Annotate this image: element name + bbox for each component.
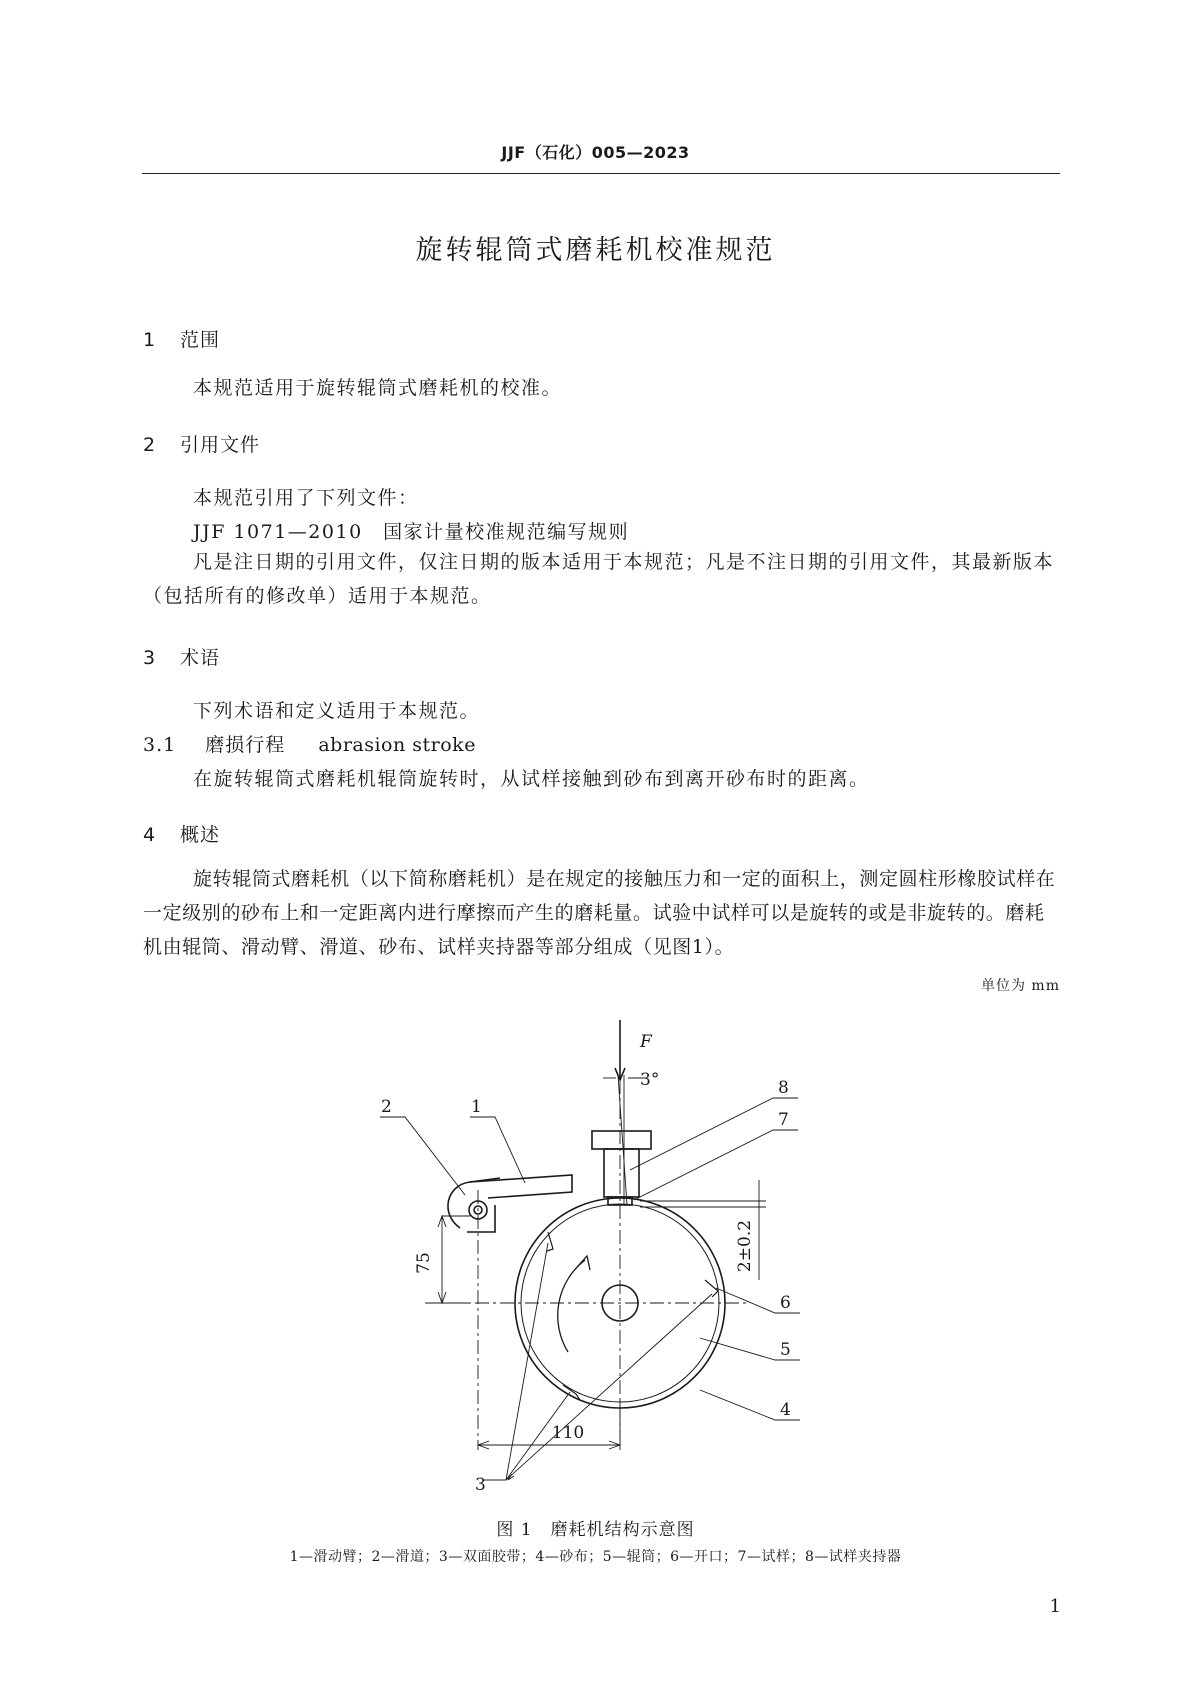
angle-line — [618, 1075, 627, 1205]
sample-holder-body — [604, 1149, 639, 1197]
term-chinese: 磨损行程 — [205, 734, 286, 756]
terms-intro: 下列术语和定义适用于本规范。 — [193, 700, 481, 722]
figure-legend: 1—滑动臂；2—滑道；3—双面胶带；4—砂布；5—辊筒；6—开口；7—试样；8—试样夹持器 — [289, 1549, 902, 1565]
term-number: 3.1 — [143, 734, 177, 756]
leader-8 — [630, 1098, 798, 1170]
section-number: 2 — [143, 434, 157, 456]
document-code-header: JJF（石化）005—2023 — [501, 143, 690, 162]
term-definition: 在旋转辊筒式磨耗机辊筒旋转时，从试样接触到砂布到离开砂布时的距离。 — [193, 768, 870, 790]
leader-7 — [634, 1130, 798, 1200]
angle-label: 3° — [640, 1070, 660, 1090]
figure-caption: 图 1 磨耗机结构示意图 — [496, 1520, 695, 1540]
part-label-8: 8 — [778, 1078, 789, 1098]
part-label-6: 6 — [780, 1293, 791, 1313]
unit-note: 单位为 mm — [980, 978, 1060, 994]
dim-75-label: 75 — [414, 1252, 434, 1274]
document-title: 旋转辊筒式磨耗机校准规范 — [415, 235, 776, 266]
reference-item: JJF 1071—2010 国家计量校准规范编写规则 — [193, 521, 630, 543]
dim-110-label: 110 — [551, 1423, 585, 1443]
leader-1 — [470, 1117, 525, 1183]
part-label-2: 2 — [381, 1097, 392, 1117]
part-label-4: 4 — [780, 1400, 791, 1420]
section-number: 4 — [143, 824, 157, 846]
part-label-1: 1 — [471, 1097, 482, 1117]
sliding-arm — [470, 1175, 572, 1198]
slide-track — [448, 1178, 500, 1228]
rotation-arrowhead — [578, 1256, 590, 1270]
scope-paragraph: 本规范适用于旋转辊筒式磨耗机的校准。 — [193, 377, 563, 399]
section-title: 术语 — [180, 647, 221, 669]
sample-holder-cap — [592, 1131, 651, 1149]
section-number: 3 — [143, 647, 157, 669]
part-label-3: 3 — [475, 1475, 486, 1495]
force-label: F — [640, 1032, 652, 1052]
references-note: 凡是注日期的引用文件，仅注日期的版本适用于本规范；凡是不注日期的引用文件，其最新版本（包括所有的修改单）适用于本规范。 — [143, 551, 1055, 607]
dim-gap-label: 2±0.2 — [735, 1219, 755, 1273]
rotation-arc — [558, 1260, 585, 1352]
section-number: 1 — [143, 329, 157, 351]
part-label-5: 5 — [780, 1340, 791, 1360]
section-title: 引用文件 — [180, 434, 261, 456]
section-title: 概述 — [180, 824, 221, 846]
part-label-7: 7 — [778, 1110, 789, 1130]
term-english: abrasion stroke — [318, 734, 476, 756]
leader-2 — [380, 1117, 465, 1195]
references-intro: 本规范引用了下列文件： — [193, 487, 419, 509]
page-number: 1 — [1049, 1596, 1061, 1617]
overview-paragraph: 旋转辊筒式磨耗机（以下简称磨耗机）是在规定的接触压力和一定的面积上，测定圆柱形橡胶试样在一定级别的砂布上和一定距离内进行摩擦而产生的磨耗量。试验中试样可以是旋转的或是非旋转的。磨耗机由辊筒、滑动臂、滑道、砂布、试样夹持器等部分组成（见图1）。 — [143, 868, 1056, 958]
section-title: 范围 — [180, 329, 221, 351]
